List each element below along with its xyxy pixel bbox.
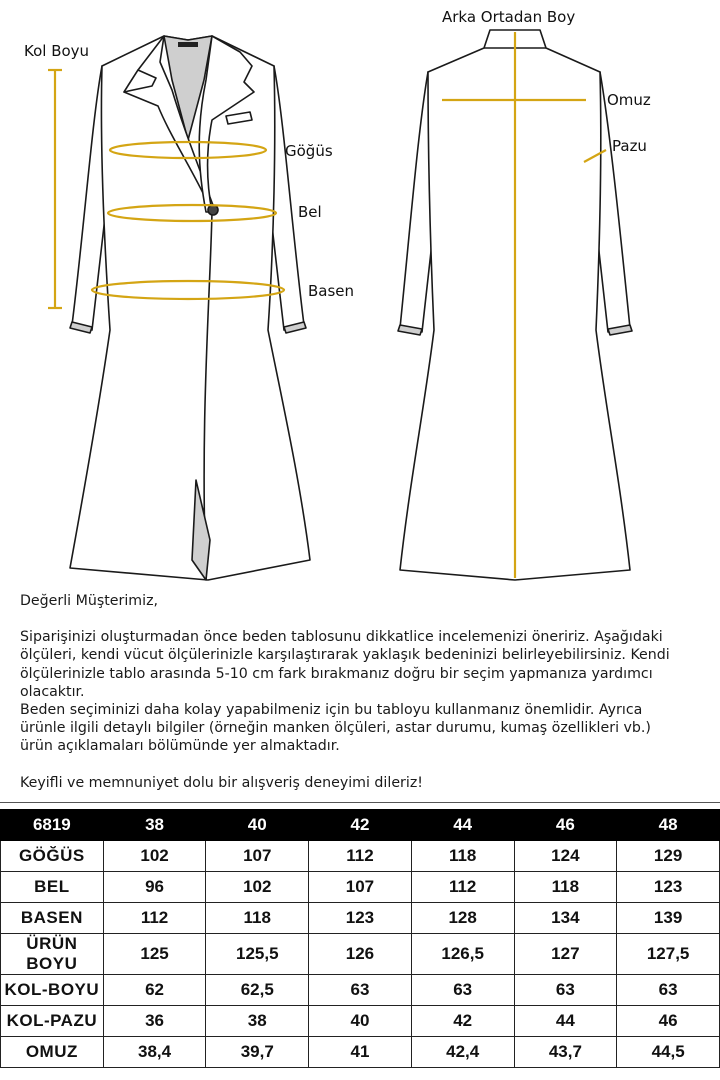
table-row [1,841,720,872]
row-label: BASEN [1,903,104,934]
notice-closing: Keyifli ve memnuniyet dolu bir alışveriş deneyimi dileriz! [20,774,423,791]
label-basen: Basen [308,282,355,300]
table-cell: 63 [411,975,514,1006]
table-cell: 63 [309,975,412,1006]
table-cell: 128 [411,903,514,934]
notice-line: olacaktır. [20,683,85,700]
table-cell: 107 [206,841,309,872]
row-label: OMUZ [1,1037,104,1068]
notice-line: Beden seçiminizi daha kolay yapabilmeniz için bu tabloyu kullanmanız önemlidir. Ayrıca [20,702,643,719]
label-pazu: Pazu [612,137,647,155]
table-cell: 38,4 [103,1037,206,1068]
table-cell: 40 [309,1006,412,1037]
table-row [1,903,720,934]
table-cell: 36 [103,1006,206,1037]
table-cell: 41 [309,1037,412,1068]
notice-greeting: Değerli Müşterimiz, [20,593,159,609]
size-header: 40 [206,810,309,841]
table-cell: 127,5 [617,934,720,975]
table-cell: 46 [617,1006,720,1037]
table-cell: 112 [411,872,514,903]
table-cell: 118 [514,872,617,903]
size-header: 46 [514,810,617,841]
table-cell: 44 [514,1006,617,1037]
table-row [1,975,720,1006]
table-cell: 126 [309,934,412,975]
table-row [1,1006,720,1037]
row-label: KOL-BOYU [1,975,104,1006]
table-cell: 102 [103,841,206,872]
label-omuz: Omuz [607,91,651,109]
notice-line: ölçülerinizle tablo arasında 5-10 cm fark bırakmanız doğru bir seçim yapmanıza yardımcı [20,665,653,682]
table-cell: 124 [514,841,617,872]
notice-line: ürünle ilgili detaylı bilgiler (örneğin manken ölçüleri, astar durumu, kumaş özellikleri vb.) [20,720,651,737]
table-row [1,1037,720,1068]
table-cell: 42 [411,1006,514,1037]
row-label: KOL-PAZU [1,1006,104,1037]
table-cell: 42,4 [411,1037,514,1068]
label-gogus: Göğüs [285,142,333,160]
table-cell: 126,5 [411,934,514,975]
table-cell: 38 [206,1006,309,1037]
row-label: GÖĞÜS [1,841,104,872]
coat-front-view [70,36,310,580]
size-header: 42 [309,810,412,841]
table-cell: 43,7 [514,1037,617,1068]
table-cell: 125 [103,934,206,975]
table-cell: 107 [309,872,412,903]
size-header: 44 [411,810,514,841]
notice-line: ölçüleri, kendi vücut ölçülerinizle karşılaştırarak yaklaşık bedeninizi belirleyebilirsiniz. Kendi [20,647,670,664]
table-cell: 62 [103,975,206,1006]
table-cell: 112 [103,903,206,934]
table-cell: 112 [309,841,412,872]
table-cell: 96 [103,872,206,903]
size-header: 38 [103,810,206,841]
table-cell: 127 [514,934,617,975]
table-cell: 129 [617,841,720,872]
label-arka-ortadan-boy: Arka Ortadan Boy [442,8,576,26]
notice-line: Siparişinizi oluşturmadan önce beden tablosunu dikkatlice incelemenizi öneririz. Aşağıdaki [20,629,663,646]
row-label: ÜRÜN BOYU [1,934,104,975]
table-cell: 123 [617,872,720,903]
divider [0,802,720,803]
size-table [0,809,720,1068]
product-code: 6819 [1,810,104,841]
label-kol-boyu: Kol Boyu [24,42,90,60]
table-cell: 118 [206,903,309,934]
table-cell: 102 [206,872,309,903]
table-cell: 39,7 [206,1037,309,1068]
table-row [1,872,720,903]
table-cell: 63 [514,975,617,1006]
table-cell: 125,5 [206,934,309,975]
table-cell: 123 [309,903,412,934]
customer-notice [20,592,710,792]
table-cell: 139 [617,903,720,934]
size-table-header-row [1,810,720,841]
table-cell: 118 [411,841,514,872]
table-cell: 63 [617,975,720,1006]
table-cell: 44,5 [617,1037,720,1068]
notice-line: ürün açıklamaları bölümünde yer almaktadır. [20,738,340,755]
row-label: BEL [1,872,104,903]
label-bel: Bel [298,203,322,221]
size-header: 48 [617,810,720,841]
table-cell: 62,5 [206,975,309,1006]
table-cell: 134 [514,903,617,934]
table-row [1,934,720,975]
